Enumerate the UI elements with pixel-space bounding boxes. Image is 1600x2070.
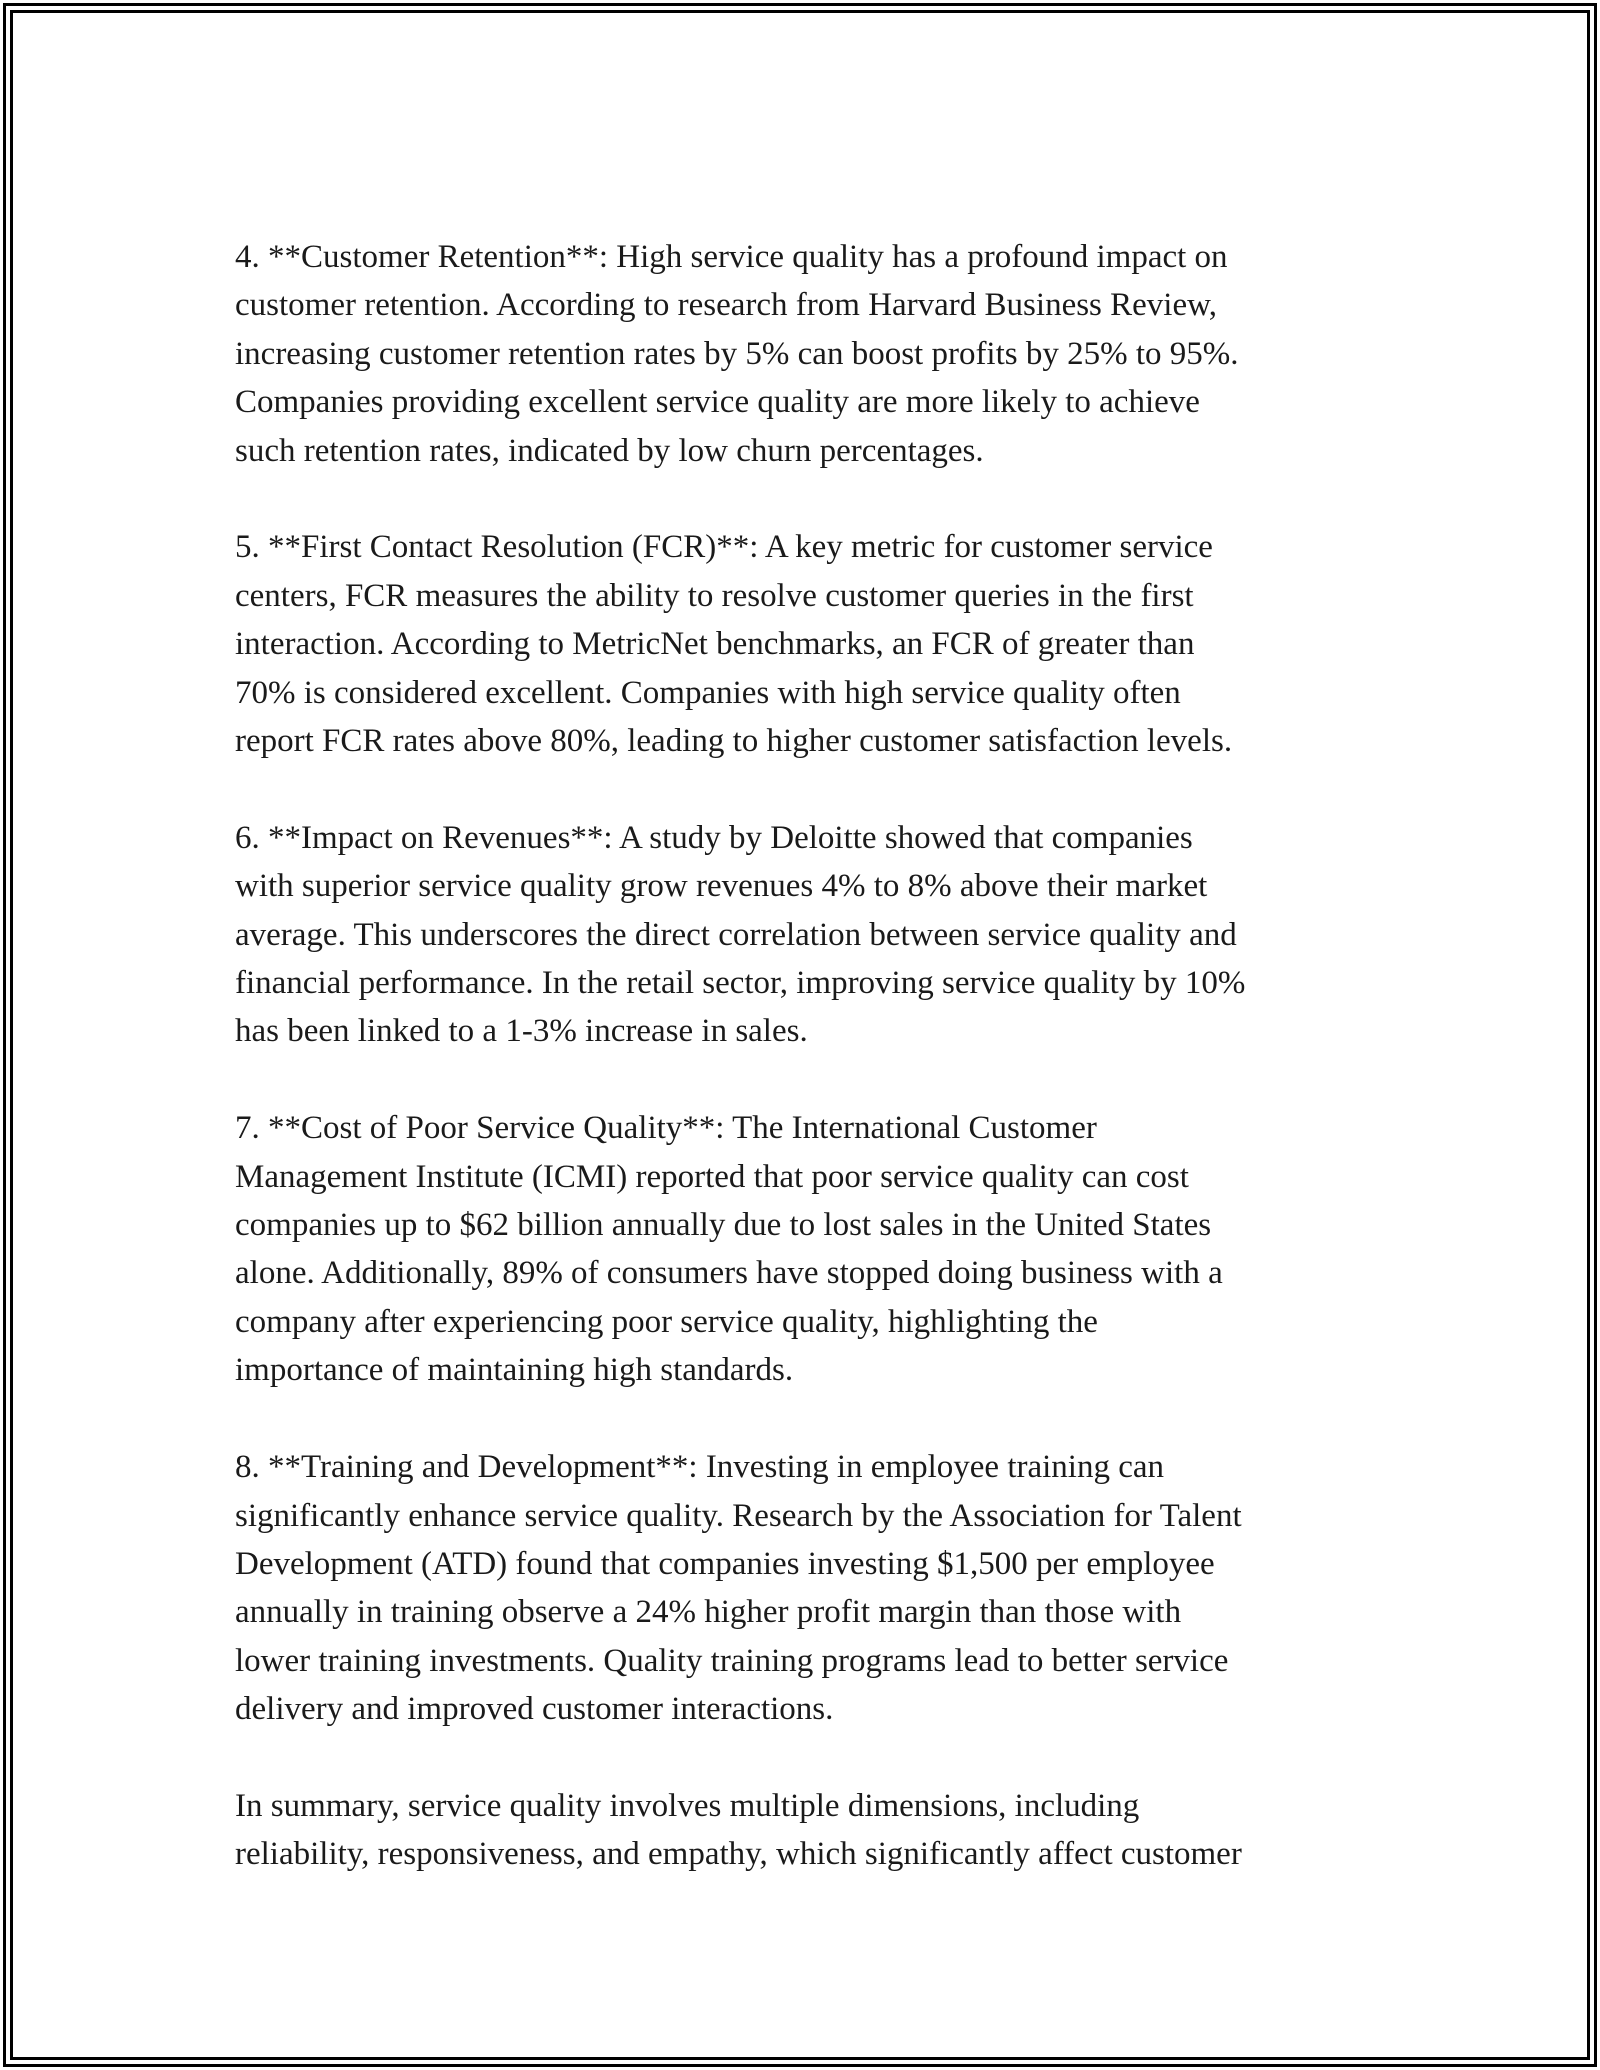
text-line: 8. **Training and Development**: Investing in employee training can (235, 1449, 1165, 1486)
text-line: 5. **First Contact Resolution (FCR)**: A key metric for customer service (235, 529, 1213, 566)
text-line: increasing customer retention rates by 5% can boost profits by 25% to 95%. (235, 335, 1239, 372)
text-line: report FCR rates above 80%, leading to higher customer satisfaction levels. (235, 723, 1233, 760)
paragraph-first-contact-resolution (235, 523, 1375, 765)
text-line: customer retention. According to research from Harvard Business Review, (235, 287, 1218, 324)
text-line: financial performance. In the retail sector, improving service quality by 10% (235, 965, 1246, 1002)
text-line: companies up to $62 billion annually due to lost sales in the United States (235, 1207, 1212, 1244)
text-line: 70% is considered excellent. Companies with high service quality often (235, 674, 1181, 711)
text-line: with superior service quality grow revenues 4% to 8% above their market (235, 868, 1208, 905)
text-line: Development (ATD) found that companies investing $1,500 per employee (235, 1545, 1215, 1582)
paragraph-impact-on-revenues (235, 814, 1375, 1056)
text-line: 7. **Cost of Poor Service Quality**: The International Customer (235, 1110, 1097, 1147)
text-line: reliability, responsiveness, and empathy, which significantly affect customer (235, 1836, 1242, 1873)
paragraph-customer-retention (235, 233, 1375, 475)
text-line: Management Institute (ICMI) reported that poor service quality can cost (235, 1158, 1189, 1195)
text-line: delivery and improved customer interactions. (235, 1691, 834, 1728)
text-line: such retention rates, indicated by low churn percentages. (235, 432, 984, 469)
paragraph-cost-of-poor-service (235, 1104, 1375, 1394)
text-line: has been linked to a 1-3% increase in sales. (235, 1013, 808, 1050)
text-line: company after experiencing poor service quality, highlighting the (235, 1303, 1098, 1340)
text-line: lower training investments. Quality training programs lead to better service (235, 1642, 1229, 1679)
text-line: annually in training observe a 24% higher profit margin than those with (235, 1594, 1182, 1631)
text-line: In summary, service quality involves multiple dimensions, including (235, 1787, 1140, 1824)
paragraph-summary (235, 1782, 1375, 1879)
text-line: alone. Additionally, 89% of consumers have stopped doing business with a (235, 1255, 1223, 1292)
text-line: average. This underscores the direct correlation between service quality and (235, 916, 1237, 953)
text-line: 6. **Impact on Revenues**: A study by Deloitte showed that companies (235, 819, 1193, 856)
text-line: importance of maintaining high standards. (235, 1352, 794, 1389)
text-line: interaction. According to MetricNet benchmarks, an FCR of greater than (235, 626, 1195, 663)
paragraph-training-and-development (235, 1443, 1375, 1733)
text-line: Companies providing excellent service quality are more likely to achieve (235, 384, 1200, 421)
document-body (235, 233, 1375, 1927)
text-line: centers, FCR measures the ability to resolve customer queries in the first (235, 577, 1194, 614)
text-line: significantly enhance service quality. Research by the Association for Talent (235, 1497, 1242, 1534)
text-line: 4. **Customer Retention**: High service quality has a profound impact on (235, 239, 1228, 275)
